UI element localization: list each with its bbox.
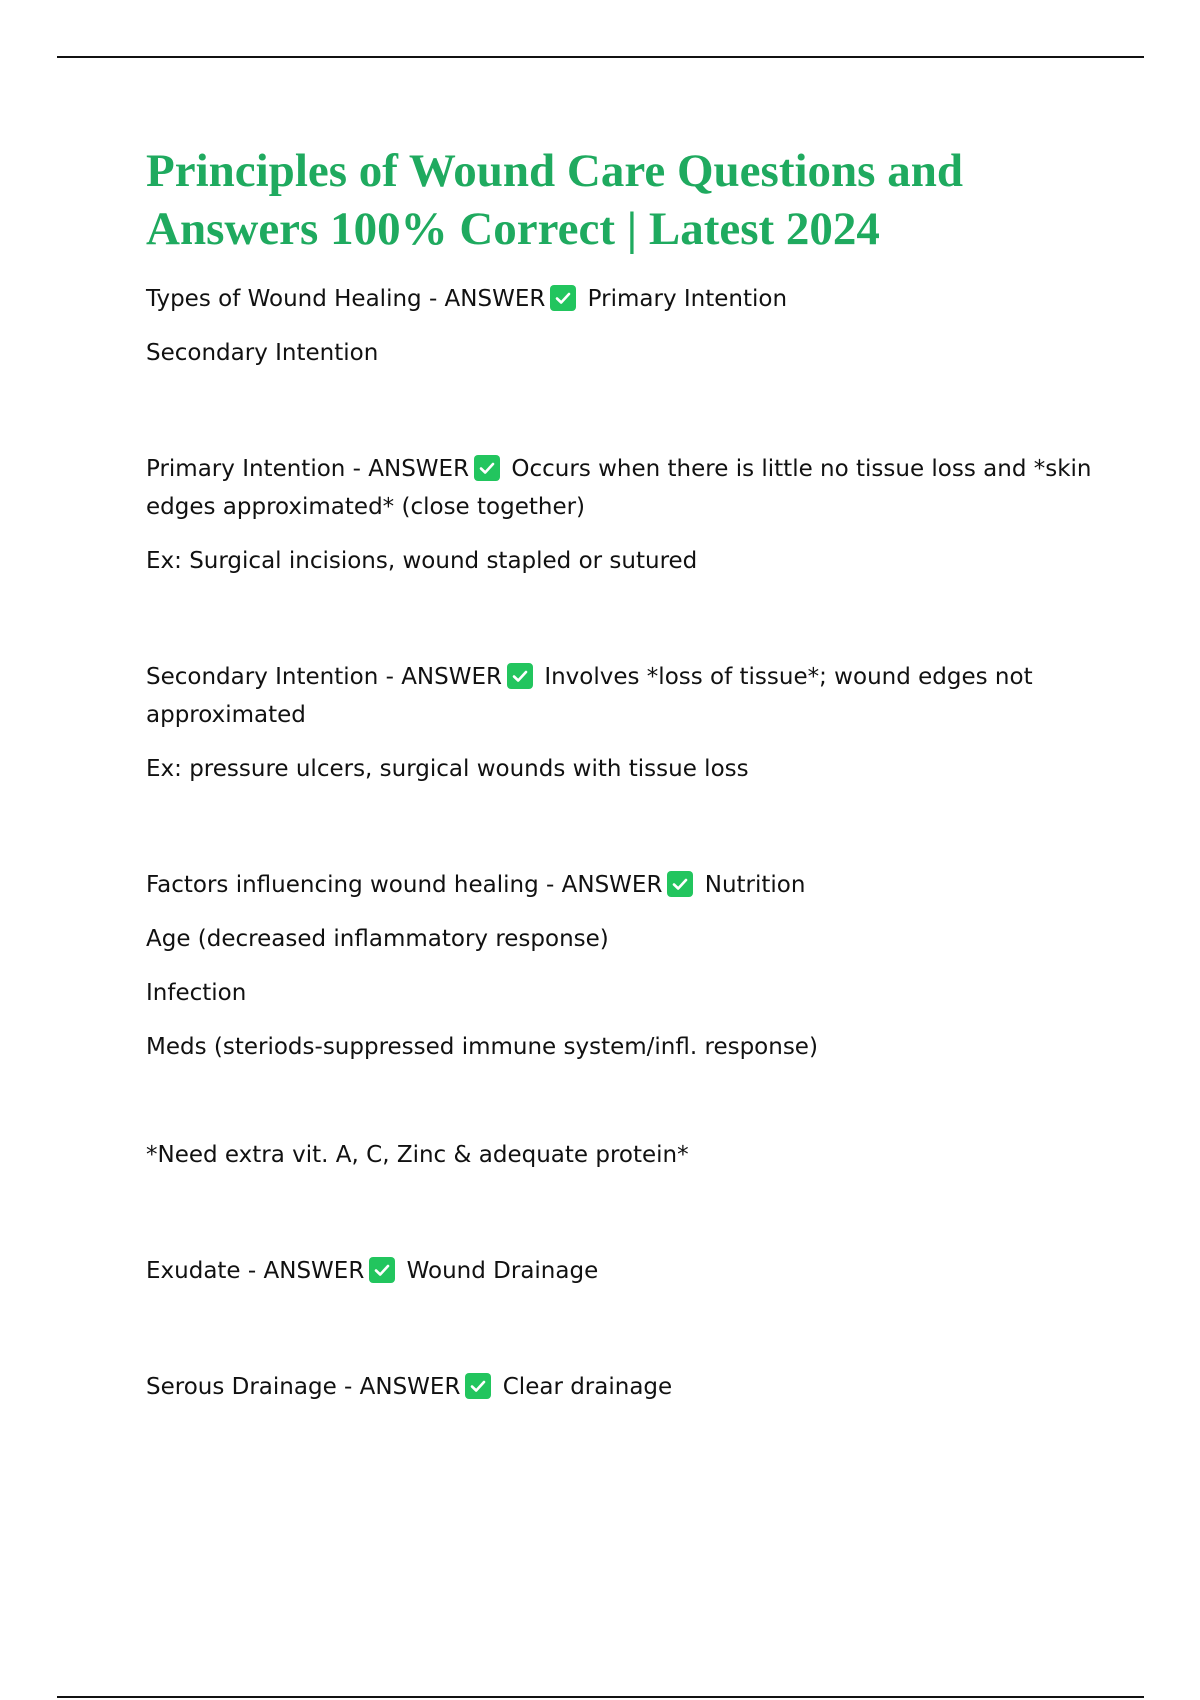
note-line: *Need extra vit. A, C, Zinc & adequate protein* xyxy=(146,1142,689,1168)
top-divider xyxy=(57,56,1144,58)
check-box-icon xyxy=(474,455,500,481)
qa-content xyxy=(146,280,1106,1422)
check-box-icon xyxy=(465,1373,491,1399)
qa-item xyxy=(146,658,1106,734)
answer-text: Nutrition xyxy=(704,872,806,898)
check-box-icon xyxy=(550,285,576,311)
answer-line: Ex: pressure ulcers, surgical wounds with tissue loss xyxy=(146,756,749,782)
answer-line: Ex: Surgical incisions, wound stapled or sutured xyxy=(146,548,698,574)
question-text: Types of Wound Healing - ANSWER xyxy=(146,286,546,312)
answer-line: Infection xyxy=(146,980,247,1006)
document-title: Principles of Wound Care Questions and Answers 100% Correct | Latest 2024 xyxy=(146,145,963,255)
answer-text: Primary Intention xyxy=(587,286,788,312)
qa-item xyxy=(146,1252,1106,1290)
question-text: Factors influencing wound healing - ANSWER xyxy=(146,872,663,898)
question-text: Serous Drainage - ANSWER xyxy=(146,1374,461,1400)
check-box-icon xyxy=(507,663,533,689)
answer-line: Secondary Intention xyxy=(146,340,379,366)
qa-item xyxy=(146,450,1106,526)
question-text: Exudate - ANSWER xyxy=(146,1258,365,1284)
answer-line: Age (decreased inflammatory response) xyxy=(146,926,609,952)
question-text: Secondary Intention - ANSWER xyxy=(146,664,502,690)
qa-item xyxy=(146,866,1106,904)
answer-line: Meds (steriods-suppressed immune system/infl. response) xyxy=(146,1034,818,1060)
qa-item xyxy=(146,280,1106,318)
check-box-icon xyxy=(667,871,693,897)
answer-text: Clear drainage xyxy=(502,1374,673,1400)
check-box-icon xyxy=(369,1257,395,1283)
answer-text: Occurs when there is little no tissue loss and *skin edges approximated* (close together) xyxy=(146,456,1092,520)
answer-text: Wound Drainage xyxy=(406,1258,599,1284)
question-text: Primary Intention - ANSWER xyxy=(146,456,470,482)
answer-text: Involves *loss of tissue*; wound edges not approximated xyxy=(146,664,1033,728)
qa-item xyxy=(146,1368,1106,1406)
bottom-divider xyxy=(57,1696,1144,1698)
